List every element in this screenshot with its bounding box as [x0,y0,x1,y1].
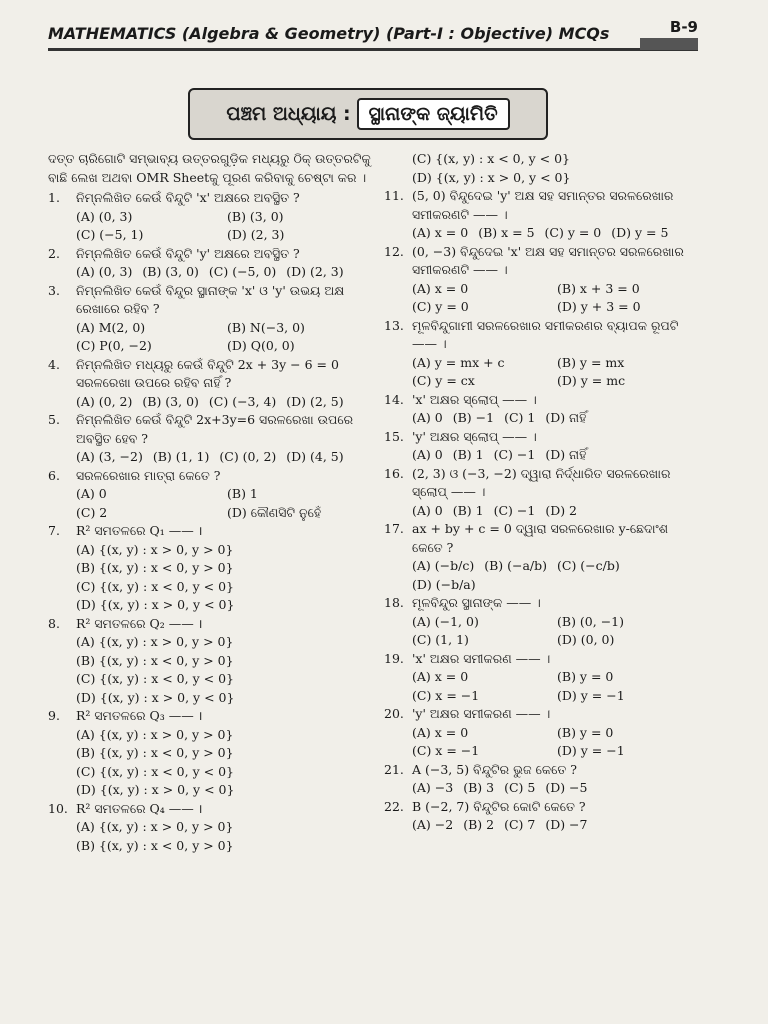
question-stem [48,615,378,634]
answer-option: (C) (0, 2) [219,449,277,464]
answer-option: (C) −1 [493,502,536,518]
answer-option: (B) −1 [452,410,495,425]
question [48,189,378,245]
question-text: A (−3, 5) ବିନ୍ଦୁଟିର ଭୁଜ କେତେ ? [412,761,577,777]
answer-option: (C) (−c/b) [557,558,620,573]
chapter-number: ପଞ୍ଚମ ଅଧ୍ୟାୟ : [226,103,351,125]
answer-option: (D) −7 [545,817,588,832]
option-list [48,393,378,412]
answer-option: (A) −2 [412,817,454,832]
answer-option: (C) {(x, y) : x < 0, y < 0} [76,578,234,594]
question-stem [384,798,702,817]
answer-option: (C) 2 [76,504,108,520]
option-list [48,818,378,855]
answer-option: (A) (3, −2) [76,449,143,464]
question-stem [48,707,378,726]
question-text: R² ସମତଳରେ Q₂ —— । [76,615,203,631]
question-stem [48,522,378,541]
question-number: 10. [48,800,68,816]
question [48,522,378,615]
question [384,520,702,594]
answer-option: (D) {(x, y) : x > 0, y < 0} [76,782,235,797]
question-text: 'x' ଅକ୍ଷର ସ୍ଲୋପ୍ —— । [412,391,537,407]
question-text: 'y' ଅକ୍ଷର ସମୀକରଣ —— । [412,706,551,721]
right-column [384,150,702,835]
option-list [384,557,702,594]
question [384,243,702,317]
question-stem [384,520,702,557]
answer-option: (A) M(2, 0) [76,319,146,335]
question-number: 6. [48,467,60,483]
question-text: ax + by + c = 0 ଦ୍ୱାରା ସରଳରେଖାର y-ଛେଦାଂଶ କେତେ ? [412,521,669,555]
answer-option: (B) (−a/b) [484,558,548,573]
page-header: MATHEMATICS (Algebra & Geometry) (Part-I : Objective) MCQs [48,24,615,43]
question-number: 19. [384,650,404,666]
answer-option: (C) x = −1 [412,687,480,703]
answer-option: (A) y = mx + c [412,354,505,370]
option-list [384,446,702,465]
answer-option: (A) x = 0 [412,724,469,740]
answer-option: (D) କୌଣସିଟି ନୁହେଁ [227,504,322,520]
question-stem [384,465,702,502]
question-stem [384,705,702,724]
question-text: ନିମ୍ନଲିଖିତ କେଉଁ ବିନ୍ଦୁଟି 'x' ଅକ୍ଷରେ ଅବସ୍ଥିତ ? [76,190,300,205]
option-list [384,816,702,835]
answer-option: (A) x = 0 [412,225,469,240]
question [48,356,378,412]
left-question-list [48,189,378,855]
answer-option: (A) 0 [76,486,107,501]
answer-option: (D) ନାହିଁ [545,410,587,425]
question-number: 7. [48,523,60,538]
question-number: 8. [48,615,60,631]
question-number: 21. [384,761,404,777]
answer-option: (D) (2, 3) [286,264,344,279]
question [384,317,702,391]
answer-option: (B) x = 5 [478,225,535,240]
question-stem [48,189,378,208]
answer-option: (A) (0, 3) [76,264,133,279]
question-text: 'y' ଅକ୍ଷର ସ୍ଲୋପ୍ —— । [412,428,537,444]
question-number: 18. [384,595,404,610]
question [48,707,378,800]
answer-option: (D) (−b/a) [412,576,476,592]
question-text: R² ସମତଳରେ Q₃ —— । [76,708,203,723]
answer-option: (B) 2 [463,817,495,832]
answer-option: (D) y = −1 [557,743,625,758]
question [48,245,378,282]
question-number: 5. [48,412,60,427]
question-stem [48,800,378,819]
answer-option: (C) (−3, 4) [208,393,277,409]
answer-option: (B) (1, 1) [152,449,210,464]
option-list [48,448,378,467]
answer-option: (A) (−b/c) [412,558,475,573]
question [48,800,378,856]
answer-option: (A) {(x, y) : x > 0, y > 0} [76,726,234,742]
question-stem [384,594,702,613]
option-list [384,613,702,650]
question-number: 17. [384,521,404,536]
question [384,650,702,706]
answer-option: (A) 0 [412,502,443,518]
answer-option: (C) (1, 1) [412,632,469,647]
question-number: 4. [48,356,60,372]
answer-option: (B) 1 [452,502,484,518]
question [384,761,702,798]
answer-option: (B) y = 0 [557,724,614,740]
answer-option: (B) y = 0 [557,669,614,684]
answer-option: (C) 7 [504,817,536,832]
continued-options [384,150,702,187]
answer-option: (D) y = mc [557,373,626,388]
answer-option: (C) y = 0 [412,299,469,314]
question-number: 9. [48,708,60,723]
chapter-title-box [188,88,548,140]
answer-option: (D) {(x, y) : x > 0, y < 0} [412,169,571,185]
question-number: 20. [384,706,404,721]
answer-option: (A) x = 0 [412,669,469,684]
chapter-name: ସ୍ଥାନାଙ୍କ ଜ୍ୟାମିତି [357,98,510,130]
answer-option: (D) y = 5 [611,225,669,240]
answer-option: (B) x + 3 = 0 [557,280,640,296]
answer-option: (D) (4, 5) [286,449,344,464]
answer-option: (B) {(x, y) : x < 0, y > 0} [76,837,234,853]
question [384,187,702,243]
question [48,615,378,708]
answer-option: (A) 0 [412,447,443,462]
question-number: 1. [48,190,60,205]
question [384,594,702,650]
answer-option: (C) {(x, y) : x < 0, y < 0} [76,763,234,779]
question [384,391,702,428]
answer-option: (A) −3 [412,780,454,795]
answer-option: (D) y = −1 [557,687,625,703]
answer-option: (A) (0, 2) [76,393,133,409]
question-text: (2, 3) ଓ (−3, −2) ଦ୍ୱାରା ନିର୍ଦ୍ଧାରିତ ସରଳରେଖାର ସ୍ଲୋପ୍ —— । [412,465,671,499]
answer-option: (A) (0, 3) [76,208,133,224]
question-text: ନିମ୍ନଲିଖିତ କେଉଁ ବିନ୍ଦୁର ସ୍ଥାନାଙ୍କ 'x' ଓ 'y' ଉଭୟ ଅକ୍ଷ ରେଖାରେ ରହିବ ? [76,282,345,316]
question [384,705,702,761]
answer-option: (B) {(x, y) : x < 0, y > 0} [76,745,234,760]
question [384,465,702,521]
option-list [48,633,378,707]
page-number: B-9 [669,18,698,36]
answer-option: (D) (2, 5) [286,393,344,409]
option-list [384,224,702,243]
question-text: R² ସମତଳରେ Q₁ —— । [76,523,203,538]
question-stem [48,356,378,393]
answer-option: (A) {(x, y) : x > 0, y > 0} [76,819,234,834]
option-list [48,726,378,800]
question-number: 3. [48,282,60,298]
answer-option: (A) {(x, y) : x > 0, y > 0} [76,541,234,557]
answer-option: (B) {(x, y) : x < 0, y > 0} [76,652,234,668]
answer-option: (B) (0, −1) [557,613,624,629]
answer-option: (C) P(0, −2) [76,338,152,353]
answer-option: (B) (3, 0) [227,208,284,224]
answer-option: (D) (2, 3) [227,227,285,242]
answer-option: (D) {(x, y) : x > 0, y < 0} [76,597,235,612]
question-number: 16. [384,465,404,481]
answer-option: (B) N(−3, 0) [227,319,305,335]
option-list [384,409,702,428]
question-number: 11. [384,188,404,203]
question-stem [48,411,378,448]
answer-option: (B) (3, 0) [142,393,199,409]
question-text: R² ସମତଳରେ Q₄ —— । [76,800,203,816]
answer-option: (C) (−5, 1) [76,227,144,242]
question-stem [48,245,378,264]
answer-option: (C) (−5, 0) [208,264,277,279]
answer-option: (A) x = 0 [412,280,469,296]
option-list [384,668,702,705]
answer-option: (B) 1 [227,486,258,501]
question-text: B (−2, 7) ବିନ୍ଦୁଟିର କୋଟି କେତେ ? [412,798,586,814]
question-text: ନିମ୍ନଲିଖିତ କେଉଁ ବିନ୍ଦୁଟି 2x+3y=6 ସରଳରେଖା ଉପରେ ଅବସ୍ଥିତ ହେବ ? [76,412,354,446]
question [48,411,378,467]
question-stem [384,761,702,780]
answer-option: (D) 2 [545,502,578,518]
question-stem [48,282,378,319]
answer-option: (D) y + 3 = 0 [557,299,641,314]
question-text: ମୂଳବିନ୍ଦୁର ସ୍ଥାନାଙ୍କ —— । [412,595,541,610]
answer-option: (C) y = cx [412,373,475,388]
answer-option: (C) −1 [493,447,536,462]
question-text: 'x' ଅକ୍ଷର ସମୀକରଣ —— । [412,650,551,666]
question-text: ନିମ୍ନଲିଖିତ ମଧ୍ୟରୁ କେଉଁ ବିନ୍ଦୁଟି 2x + 3y − 6 = 0 ସରଳରେଖା ଉପରେ ରହିବ ନାହିଁ ? [76,356,339,390]
answer-option: (C) y = 0 [544,225,602,240]
answer-option: (B) 3 [463,780,495,795]
option-list [384,354,702,391]
answer-option: (C) {(x, y) : x < 0, y < 0} [76,671,234,686]
answer-option: (B) 1 [452,447,484,462]
answer-option: (D) {(x, y) : x > 0, y < 0} [76,689,235,705]
question-stem [384,391,702,410]
option-list [48,485,378,522]
question-number: 13. [384,317,404,333]
question-number: 14. [384,391,404,407]
option-list [48,208,378,245]
question-text: (0, −3) ବିନ୍ଦୁଦେଇ 'x' ଅକ୍ଷ ସହ ସମାନ୍ତର ସରଳରେଖାର ସମୀକରଣଟି —— । [412,243,684,277]
answer-option: (D) Q(0, 0) [227,338,295,353]
answer-option: (A) 0 [412,410,443,425]
question [384,428,702,465]
option-list [384,724,702,761]
option-list [48,541,378,615]
answer-option: (A) {(x, y) : x > 0, y > 0} [76,634,234,649]
answer-option: (A) (−1, 0) [412,613,479,629]
option-list [384,280,702,317]
question-number: 2. [48,245,60,261]
option-list [48,319,378,356]
answer-option: (C) 1 [504,410,536,425]
question-text: ସରଳରେଖାର ମାତ୍ରା କେତେ ? [76,467,221,483]
answer-option: (D) ନାହିଁ [545,447,587,462]
option-list [48,263,378,282]
question [48,467,378,523]
answer-option: (C) {(x, y) : x < 0, y < 0} [412,151,570,166]
question-number: 22. [384,798,404,814]
answer-option: (C) x = −1 [412,743,480,758]
option-list [384,502,702,521]
left-column [48,150,378,855]
instructions: ଦତ୍ତ ଚାରିଗୋଟି ସମ୍ଭାବ୍ୟ ଉତ୍ତରଗୁଡ଼ିକ ମଧ୍ୟରୁ ଠିକ୍ ଉତ୍ତରଟିକୁ ବାଛି ଲେଖ ଅଥବା OMR Sheetକୁ ପୂରଣ କରିବାକୁ ଚେଷ୍ଟା କର । [48,151,371,185]
answer-option: (D) (0, 0) [557,632,615,647]
question-stem [48,467,378,486]
question [384,798,702,835]
option-list [384,779,702,798]
question [48,282,378,356]
question-stem [384,317,702,354]
question-stem [384,428,702,447]
answer-option: (D) −5 [545,780,588,795]
answer-option: (C) 5 [504,780,536,795]
question-number: 15. [384,428,404,444]
right-question-list [384,187,702,835]
question-number: 12. [384,243,404,259]
question-stem [384,243,702,280]
question-text: ନିମ୍ନଲିଖିତ କେଉଁ ବିନ୍ଦୁଟି 'y' ଅକ୍ଷରେ ଅବସ୍ଥିତ ? [76,245,300,261]
answer-option: (B) {(x, y) : x < 0, y > 0} [76,560,234,575]
question-stem [384,650,702,669]
question-stem [384,187,702,224]
question-text: (5, 0) ବିନ୍ଦୁଦେଇ 'y' ଅକ୍ଷ ସହ ସମାନ୍ତର ସରଳରେଖାର ସମୀକରଣଟି —— । [412,188,674,222]
answer-option: (B) y = mx [557,354,625,370]
question-text: ମୂଳବିନ୍ଦୁଗାମୀ ସରଳରେଖାର ସମୀକରଣର ବ୍ୟାପକ ରୂପଟି —— । [412,317,679,351]
answer-option: (B) (3, 0) [142,264,199,279]
